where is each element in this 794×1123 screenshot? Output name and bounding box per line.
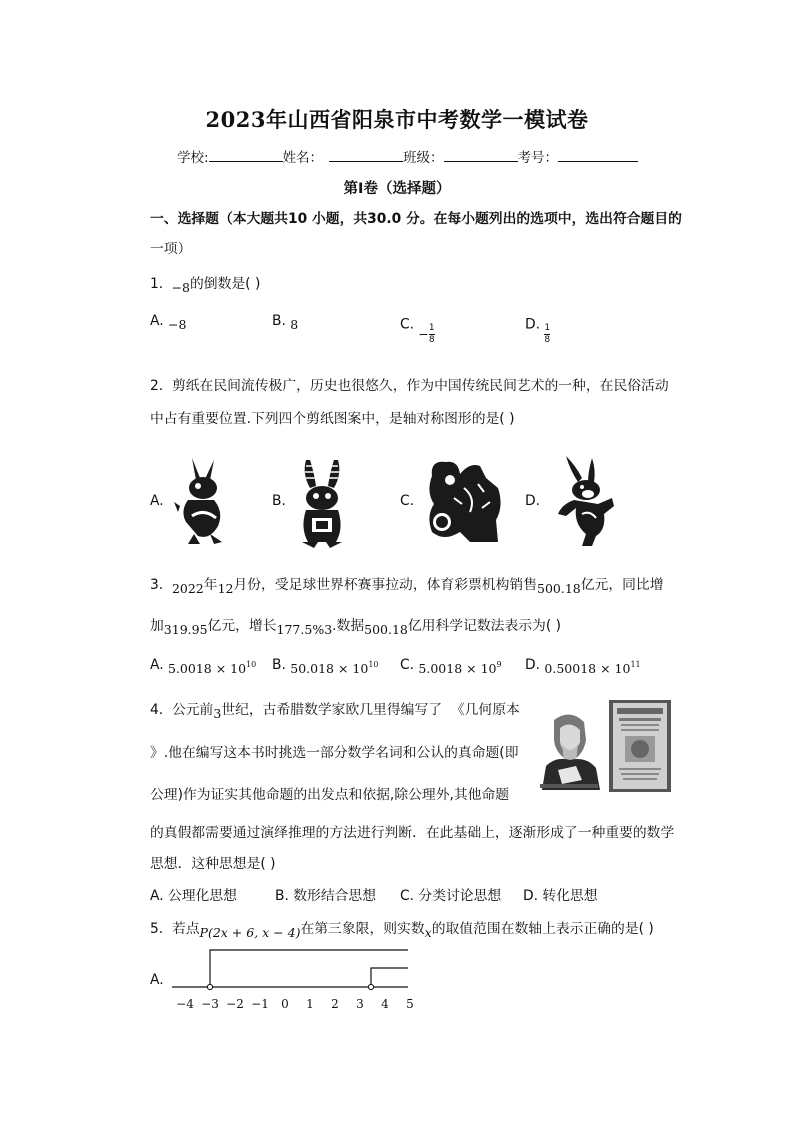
- student-info-line: [177, 146, 638, 166]
- q1-number: 1.: [150, 276, 164, 292]
- papercut-rabbit-b-image: [294, 458, 350, 548]
- q1-option-b-value: 8: [290, 317, 299, 332]
- q1-option-b[interactable]: B. 8: [272, 313, 299, 332]
- q4-option-a[interactable]: A. 公理化思想: [150, 888, 237, 904]
- q1-text: 的倒数是( ): [190, 276, 261, 292]
- q5-stem: 5. 若点P(2x + 6, x − 4)在第三象限，则实数x的取值范围在数轴上表示正确的是( ): [150, 921, 654, 940]
- q1-expr: −8: [171, 280, 190, 295]
- number-line-tick-label: 0: [281, 997, 289, 1011]
- class-field[interactable]: [444, 148, 518, 162]
- q3-number: 3.: [150, 577, 164, 593]
- q3-option-b[interactable]: B. $50.018 \times 10^{10}$: [272, 657, 379, 676]
- q1-option-a[interactable]: A. −8: [150, 313, 187, 332]
- q5-number: 5.: [150, 921, 164, 937]
- q5-number-line: [168, 946, 418, 1016]
- number-line-tick-label: 3: [356, 997, 364, 1011]
- number-line-tick-label: 5: [406, 997, 414, 1011]
- q4-stem-line5: 思想．这种思想是( ): [150, 856, 276, 872]
- euclid-portrait-image: [536, 710, 604, 790]
- number-line-tick-label: −3: [201, 997, 219, 1011]
- q4-stem-line4: 的真假都需要通过演绎推理的方法进行判断．在此基础上，逐渐形成了一种重要的数学: [150, 825, 675, 841]
- q2-option-a[interactable]: A.: [150, 493, 164, 509]
- q5-point-expr: P(2x + 6, x − 4): [199, 925, 301, 940]
- q2-stem-line2: 中占有重要位置.下列四个剪纸图案中，是轴对称图形的是( ): [150, 411, 515, 427]
- number-line-tick-label: 4: [381, 997, 389, 1011]
- number-line-tick-label: 1: [306, 997, 314, 1011]
- q4-number: 4.: [150, 702, 164, 718]
- q4-stem-line1: 4. 公元前3世纪，古希腊数学家欧几里得编写了 《几何原本: [150, 702, 520, 721]
- number-line-tick-label: −1: [251, 997, 269, 1011]
- q2-stem-line1: 2. 剪纸在民间流传极广，历史也很悠久，作为中国传统民间艺术的一种，在民俗活动: [150, 378, 669, 394]
- q5-option-a[interactable]: A.: [150, 972, 164, 988]
- q1-option-c-fraction: $\frac{1}{8}$: [428, 323, 435, 345]
- q1-stem: [150, 272, 261, 295]
- q1-option-d[interactable]: D. $\frac{1}{8}$: [525, 316, 551, 345]
- open-point-4: [368, 984, 373, 989]
- q2-option-d[interactable]: D.: [525, 493, 541, 509]
- q4-option-d[interactable]: D. 转化思想: [523, 888, 598, 904]
- part-heading-line1: 一、选择题（本大题共10 小题，共30.0 分。在每小题列出的选项中，选出符合题目的: [150, 211, 682, 227]
- papercut-rabbit-a-image: [170, 456, 238, 548]
- exam-no-field[interactable]: [558, 148, 638, 162]
- q3-option-c[interactable]: C. $5.0018 \times 10^9$: [400, 657, 502, 676]
- q2-number: 2.: [150, 378, 164, 394]
- q4-stem-line3: 公理)作为证实其他命题的出发点和依据,除公理外,其他命题: [150, 787, 510, 803]
- name-label: 姓名：: [282, 150, 324, 166]
- exam-no-label: 考号：: [517, 150, 559, 166]
- q3-stem-line1: 3. 2022年12月份，受足球世界杯赛事拉动，体育彩票机构销售500.18亿元，同比增: [150, 577, 664, 596]
- school-field[interactable]: [209, 148, 283, 162]
- exam-title: 2023年山西省阳泉市中考数学一模试卷: [205, 107, 589, 132]
- number-line-tick-label: 2: [331, 997, 339, 1011]
- q3-option-d[interactable]: D. $0.50018 \times 10^{11}$: [525, 657, 641, 676]
- section-title: 第I卷（选择题）: [343, 181, 451, 197]
- q1-option-d-fraction: $\frac{1}{8}$: [544, 323, 551, 345]
- q4-stem-line2: 》.他在编写这本书时挑选一部分数学名词和公认的真命题(即: [150, 745, 519, 761]
- name-field[interactable]: [329, 148, 403, 162]
- open-point-minus3: [207, 984, 212, 989]
- q3-stem-line2: 加319.95亿元，增长177.5%3.数据500.18亿用科学记数法表示为( ): [150, 618, 562, 637]
- q4-option-b[interactable]: B. 数形结合思想: [275, 888, 377, 904]
- q4-option-c[interactable]: C. 分类讨论思想: [400, 888, 502, 904]
- elements-book-cover-image: [609, 700, 671, 792]
- q2-option-b[interactable]: B.: [272, 493, 286, 509]
- q2-option-c[interactable]: C.: [400, 493, 415, 509]
- part-heading-line2: 一项）: [150, 241, 192, 257]
- class-label: 班级：: [403, 150, 444, 166]
- q1-option-a-value: −8: [167, 317, 187, 332]
- q1-option-c[interactable]: C. $-\frac{1}{8}$: [400, 316, 435, 345]
- range-bracket-right: [371, 968, 408, 987]
- q3-option-a[interactable]: A. $5.0018 \times 10^{10}$: [150, 657, 257, 676]
- papercut-rabbit-c-image: [424, 458, 506, 546]
- number-line-tick-label: −4: [176, 997, 194, 1011]
- school-label: 学校:: [177, 150, 209, 166]
- papercut-rabbit-d-image: [552, 452, 624, 548]
- number-line-tick-label: −2: [226, 997, 244, 1011]
